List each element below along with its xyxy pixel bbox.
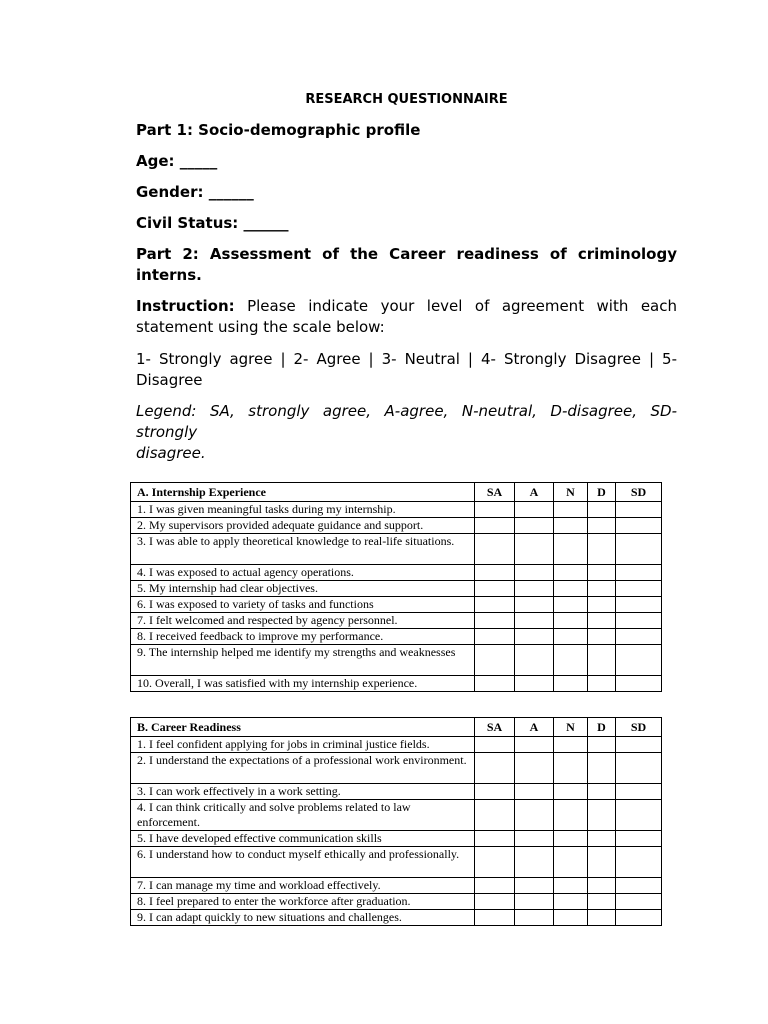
response-cell-a[interactable] [515,565,554,581]
part1-heading: Part 1: Socio-demographic profile [136,121,421,139]
response-cell-n[interactable] [554,565,588,581]
response-cell-sd[interactable] [616,878,662,894]
statement-text: 1. I feel confident applying for jobs in criminal justice fields. [131,737,475,753]
response-cell-n[interactable] [554,534,588,565]
response-cell-a[interactable] [515,894,554,910]
instruction-paragraph [136,296,677,338]
response-cell-n[interactable] [554,894,588,910]
scale-text: 1- Strongly agree | 2- Agree | 3- Neutral | 4- Strongly Disagree | 5- Disagree [136,350,677,389]
response-cell-a[interactable] [515,645,554,676]
response-cell-a[interactable] [515,910,554,926]
statement-text: 5. My internship had clear objectives. [131,581,475,597]
statement-text: 9. The internship helped me identify my strengths and weaknesses [131,645,475,676]
response-cell-d[interactable] [588,784,616,800]
table-row [131,737,662,753]
response-cell-sa[interactable] [475,518,515,534]
response-cell-a[interactable] [515,737,554,753]
response-cell-sa[interactable] [475,831,515,847]
response-cell-sa[interactable] [475,581,515,597]
response-cell-d[interactable] [588,878,616,894]
table-row [131,847,662,878]
response-cell-sd[interactable] [616,597,662,613]
table-row [131,645,662,676]
response-cell-sd[interactable] [616,645,662,676]
response-cell-n[interactable] [554,676,588,692]
table-row [131,676,662,692]
statement-text: 7. I felt welcomed and respected by agency personnel. [131,613,475,629]
table-header-row [131,483,662,502]
response-cell-n[interactable] [554,910,588,926]
response-cell-a[interactable] [515,878,554,894]
instruction-text: Please indicate your level of agreement with each statement using the scale below: [136,297,677,336]
part2-heading: Part 2: Assessment of the Career readiness of criminology interns. [136,245,677,284]
response-cell-n[interactable] [554,597,588,613]
table-row [131,534,662,565]
response-cell-n[interactable] [554,831,588,847]
response-cell-sa[interactable] [475,847,515,878]
response-cell-sa[interactable] [475,502,515,518]
table-row [131,597,662,613]
response-cell-d[interactable] [588,613,616,629]
response-cell-sa[interactable] [475,597,515,613]
response-cell-a[interactable] [515,613,554,629]
response-cell-a[interactable] [515,753,554,784]
statement-text: 6. I was exposed to variety of tasks and functions [131,597,475,613]
response-cell-sd[interactable] [616,502,662,518]
response-cell-a[interactable] [515,534,554,565]
column-header-d: D [588,718,616,737]
table-row [131,581,662,597]
response-cell-a[interactable] [515,518,554,534]
response-cell-d[interactable] [588,910,616,926]
statement-text: 1. I was given meaningful tasks during my internship. [131,502,475,518]
statement-text: 8. I received feedback to improve my performance. [131,629,475,645]
response-cell-sd[interactable] [616,753,662,784]
response-cell-a[interactable] [515,502,554,518]
response-cell-sa[interactable] [475,676,515,692]
legend-line-1: Legend: SA, strongly agree, A-agree, N-neutral, D-disagree, SD- [136,402,677,420]
document-title: RESEARCH QUESTIONNAIRE [305,92,508,107]
column-header-a: A [515,483,554,502]
response-cell-sd[interactable] [616,534,662,565]
table-row [131,518,662,534]
response-cell-n[interactable] [554,737,588,753]
response-cell-sd[interactable] [616,847,662,878]
response-cell-d[interactable] [588,629,616,645]
response-cell-a[interactable] [515,676,554,692]
response-cell-sa[interactable] [475,894,515,910]
age-field-label: Age: _____ [136,152,218,170]
statement-text: 5. I have developed effective communication skills [131,831,475,847]
career-readiness-table [130,717,662,926]
column-header-sa: SA [475,483,515,502]
column-header-d: D [588,483,616,502]
statement-text: 2. My supervisors provided adequate guidance and support. [131,518,475,534]
response-cell-sa[interactable] [475,878,515,894]
response-cell-d[interactable] [588,645,616,676]
response-cell-n[interactable] [554,613,588,629]
response-cell-a[interactable] [515,629,554,645]
legend-line-3: disagree. [136,444,206,462]
response-cell-sa[interactable] [475,613,515,629]
column-header-sd: SD [616,483,662,502]
response-cell-d[interactable] [588,831,616,847]
statement-text: 6. I understand how to conduct myself ethically and professionally. [131,847,475,878]
table-row [131,629,662,645]
response-cell-sa[interactable] [475,565,515,581]
response-cell-sd[interactable] [616,581,662,597]
column-header-n: N [554,483,588,502]
response-cell-d[interactable] [588,737,616,753]
table-row [131,613,662,629]
response-cell-sa[interactable] [475,910,515,926]
response-cell-a[interactable] [515,581,554,597]
response-cell-sd[interactable] [616,629,662,645]
response-cell-n[interactable] [554,847,588,878]
table-row [131,910,662,926]
response-cell-d[interactable] [588,800,616,831]
statement-text: 4. I was exposed to actual agency operations. [131,565,475,581]
response-cell-a[interactable] [515,847,554,878]
response-cell-sd[interactable] [616,910,662,926]
response-cell-sa[interactable] [475,534,515,565]
statement-text: 3. I can work effectively in a work setting. [131,784,475,800]
response-cell-sd[interactable] [616,737,662,753]
response-cell-n[interactable] [554,645,588,676]
response-cell-a[interactable] [515,784,554,800]
column-header-n: N [554,718,588,737]
response-cell-sd[interactable] [616,800,662,831]
response-cell-sa[interactable] [475,737,515,753]
response-cell-sd[interactable] [616,831,662,847]
response-cell-d[interactable] [588,534,616,565]
response-cell-n[interactable] [554,753,588,784]
response-cell-sd[interactable] [616,565,662,581]
statement-text: 4. I can think critically and solve problems related to law enforcement. [131,800,475,831]
response-cell-n[interactable] [554,502,588,518]
statement-text: 10. Overall, I was satisfied with my internship experience. [131,676,475,692]
response-cell-d[interactable] [588,581,616,597]
response-cell-d[interactable] [588,597,616,613]
gender-field-label: Gender: ______ [136,183,254,201]
response-cell-n[interactable] [554,800,588,831]
response-cell-d[interactable] [588,565,616,581]
table-row [131,878,662,894]
statement-text: 7. I can manage my time and workload effectively. [131,878,475,894]
response-cell-d[interactable] [588,753,616,784]
response-cell-sd[interactable] [616,784,662,800]
statement-text: 9. I can adapt quickly to new situations and challenges. [131,910,475,926]
response-cell-d[interactable] [588,676,616,692]
response-cell-n[interactable] [554,878,588,894]
instruction-label: Instruction: [136,297,235,315]
table-a-header: A. Internship Experience [131,483,475,502]
response-cell-n[interactable] [554,629,588,645]
response-cell-a[interactable] [515,800,554,831]
response-cell-n[interactable] [554,581,588,597]
table-header-row [131,718,662,737]
response-cell-sa[interactable] [475,784,515,800]
response-cell-n[interactable] [554,784,588,800]
table-row [131,894,662,910]
response-cell-d[interactable] [588,894,616,910]
response-cell-sd[interactable] [616,518,662,534]
table-row [131,831,662,847]
table-row [131,753,662,784]
response-cell-n[interactable] [554,518,588,534]
response-cell-d[interactable] [588,847,616,878]
table-row [131,784,662,800]
response-cell-a[interactable] [515,597,554,613]
column-header-sa: SA [475,718,515,737]
response-cell-sd[interactable] [616,676,662,692]
civil-status-field-label: Civil Status: ______ [136,214,289,232]
table-row [131,502,662,518]
response-cell-a[interactable] [515,831,554,847]
statement-text: 8. I feel prepared to enter the workforce after graduation. [131,894,475,910]
table-b-header: B. Career Readiness [131,718,475,737]
table-row [131,565,662,581]
response-cell-sa[interactable] [475,645,515,676]
response-cell-sa[interactable] [475,629,515,645]
response-cell-d[interactable] [588,502,616,518]
response-cell-sa[interactable] [475,800,515,831]
response-cell-sa[interactable] [475,753,515,784]
response-cell-sd[interactable] [616,894,662,910]
internship-experience-table [130,482,662,692]
column-header-sd: SD [616,718,662,737]
legend-line-2: strongly [136,423,198,441]
statement-text: 2. I understand the expectations of a professional work environment. [131,753,475,784]
legend [136,401,677,464]
response-cell-sd[interactable] [616,613,662,629]
statement-text: 3. I was able to apply theoretical knowledge to real-life situations. [131,534,475,565]
response-cell-d[interactable] [588,518,616,534]
table-row [131,800,662,831]
column-header-a: A [515,718,554,737]
